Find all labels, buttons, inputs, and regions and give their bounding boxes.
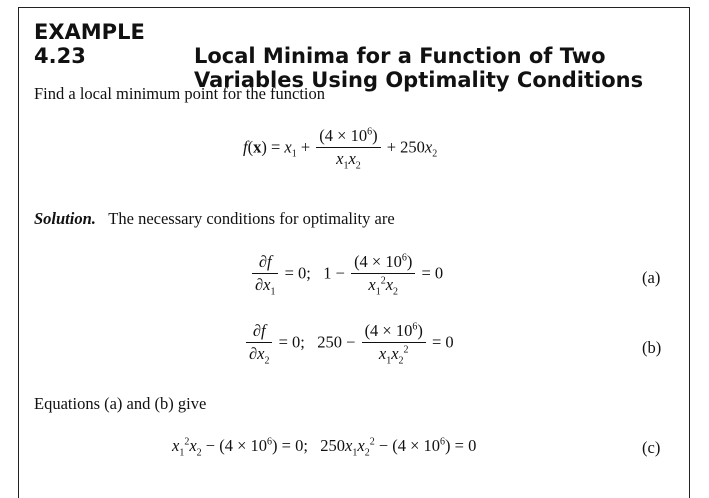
objective-function-equation: $f(x) = x_1$ + $\frac{(4 \times 10^6)}{x_1x_2}$ + $250x_2$ bbox=[243, 126, 438, 172]
fraction: $\frac{(4 \times 10^6)}{x_1x_2}$ bbox=[316, 126, 380, 171]
example-heading bbox=[34, 20, 643, 92]
example-title-line2: Variables Using Optimality Conditions bbox=[194, 68, 644, 92]
fraction: $\frac{(4 \times 10^6)}{x_1^2x_2}$ bbox=[351, 252, 415, 297]
equation-a: $\frac{\partial f}{\partial x_1}$ = 0; 1 − $\frac{(4 \times 10^6)}{x_1^2x_2}$ = 0 bbox=[250, 252, 443, 297]
example-title-line1: Local Minima for a Function of Two bbox=[194, 44, 606, 68]
fraction: $\frac{(4 \times 10^6)}{x_1x_2^2}$ bbox=[362, 321, 426, 366]
example-label: EXAMPLE 4.23 bbox=[34, 20, 145, 68]
partial-derivative-x2: $\frac{\partial f}{\partial x_2}$ bbox=[246, 321, 272, 366]
equation-tag-b: (b) bbox=[642, 338, 662, 357]
solution-label: Solution. bbox=[34, 209, 96, 228]
equations-text: Equations (a) and (b) give bbox=[34, 394, 207, 413]
equation-c: $x_1^2x_2 - (4 \times 10^6) = 0$; $250x_1x_2^2 - (4 \times 10^6) = 0$ bbox=[172, 436, 477, 459]
equation-tag-c: (c) bbox=[642, 438, 661, 457]
intro-text: Find a local minimum point for the function bbox=[34, 84, 325, 103]
partial-derivative-x1: $\frac{\partial f}{\partial x_1}$ bbox=[252, 252, 278, 297]
solution-line bbox=[34, 209, 395, 229]
solution-text: The necessary conditions for optimality are bbox=[108, 209, 395, 228]
equation-b: $\frac{\partial f}{\partial x_2}$ = 0; 250 − $\frac{(4 \times 10^6)}{x_1x_2^2}$ = 0 bbox=[244, 321, 454, 366]
equation-tag-a: (a) bbox=[642, 268, 661, 287]
